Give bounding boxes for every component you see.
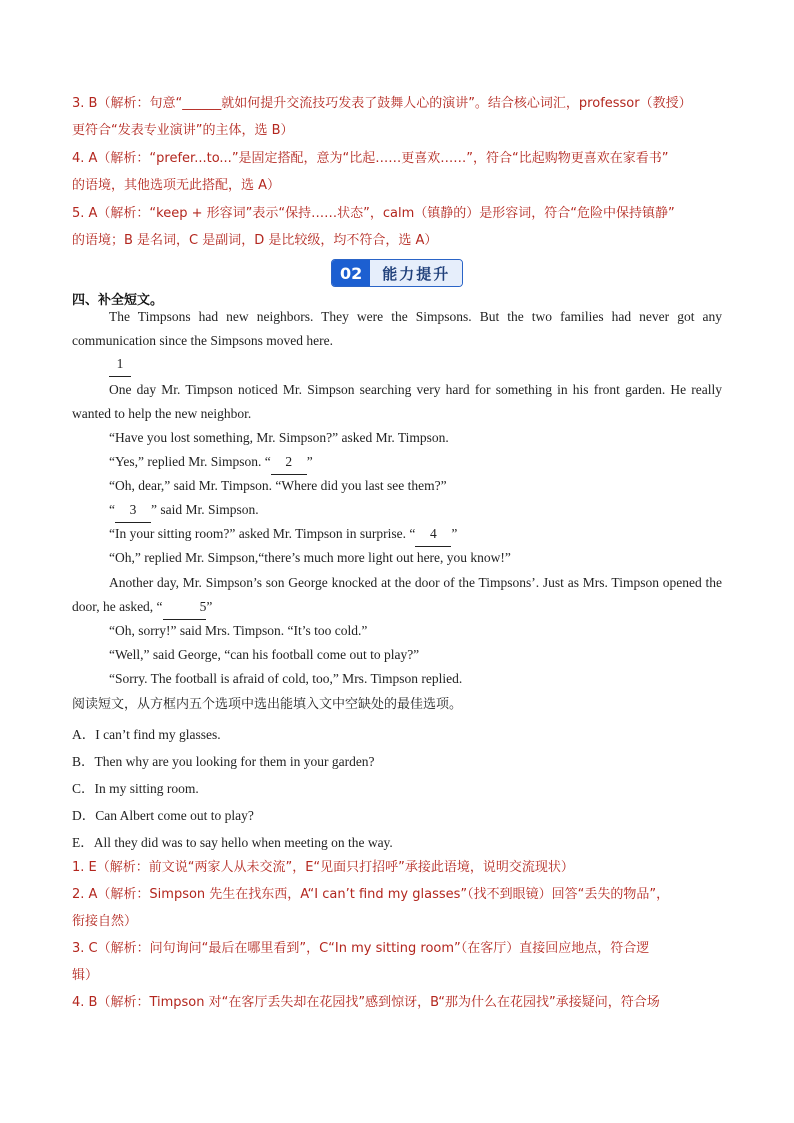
answer-b2-explanation — [72, 881, 732, 935]
answer-b3-line-1: 3. C（解析：问句询问“最后在哪里看到”，C“In my sitting room”（在客厅）直接回应地点，符合逻 — [72, 941, 650, 956]
section-badge — [331, 259, 463, 287]
passage-line-6: “Oh,” replied Mr. Simpson,“there’s much more light out here, you know!” — [109, 550, 511, 565]
option-c: C．In my sitting room. — [72, 781, 199, 796]
passage-line-9: “Sorry. The football is afraid of cold, too,” Mrs. Timpson replied. — [109, 671, 463, 686]
blank-4: 4 — [415, 522, 451, 547]
paragraph-3-post: ” — [206, 599, 213, 614]
blank-3: 3 — [115, 498, 151, 523]
blank-1: 1 — [109, 352, 131, 377]
answer-b3-line-2: 辑） — [72, 968, 99, 983]
option-d: D．Can Albert come out to play? — [72, 808, 254, 823]
passage-line-1: “Have you lost something, Mr. Simpson?” asked Mr. Timpson. — [109, 430, 449, 445]
blank-5: 5 — [163, 595, 207, 620]
line-4-pre: “ — [109, 502, 115, 517]
passage-paragraph-3 — [72, 571, 722, 620]
answer-4-line-2: 的语境，其他选项无此搭配，选 A） — [72, 178, 281, 193]
answer-5-line-1: 5. A（解析：“keep + 形容词”表示“保持……状态”，calm（镇静的）是形容词，符合“危险中保持镇静” — [72, 206, 675, 221]
option-e: E．All they did was to say hello when meeting on the way. — [72, 835, 393, 850]
answer-b2-line-1: 2. A（解析：Simpson 先生在找东西，A“I can’t find my glasses”（找不到眼镜）回答“丢失的物品”， — [72, 887, 670, 902]
passage-line-5 — [109, 522, 457, 547]
line-5-post: ” — [451, 526, 458, 541]
blank-2: 2 — [271, 450, 307, 475]
passage-line-7: “Oh, sorry!” said Mrs. Timpson. “It’s too cold.” — [109, 623, 368, 638]
passage-line-2 — [109, 450, 313, 475]
answer-4-line-1: 4. A（解析：“prefer...to...”是固定搭配，意为“比起……更喜欢……”，符合“比起购物更喜欢在家看书” — [72, 151, 669, 166]
line-4-post: ” said Mr. Simpson. — [151, 502, 259, 517]
exercise-heading: 四、补全短文。 — [72, 293, 164, 308]
section-number: 02 — [332, 260, 370, 286]
answer-b4-line-1: 4. B（解析：Timpson 对“在客厅丢失却在花园找”感到惊讶，B“那为什么在花园找”承接疑问，符合场 — [72, 995, 660, 1010]
answer-3-explanation — [72, 90, 732, 144]
answer-3-line-2: 更符合“发表专业演讲”的主体，选 B） — [72, 123, 294, 138]
section-title: 能力提升 — [370, 260, 462, 286]
passage-paragraph-2: One day Mr. Timpson noticed Mr. Simpson searching very hard for something in his front garden. He really wanted to help the new neighbor. — [72, 382, 722, 421]
answer-b4-explanation — [72, 989, 732, 1016]
passage-blank-1-line — [109, 352, 131, 377]
answer-b3-explanation — [72, 935, 732, 989]
line-2-post: ” — [306, 454, 313, 469]
answer-b1-line-1: 1. E（解析：前文说“两家人从未交流”，E“见面只打招呼”承接此语境，说明交流现状） — [72, 860, 574, 875]
line-2-pre: “Yes,” replied Mr. Simpson. “ — [109, 454, 271, 469]
passage-line-3: “Oh, dear,” said Mr. Timpson. “Where did you last see them?” — [109, 478, 447, 493]
answer-4-explanation — [72, 145, 732, 199]
passage-line-8: “Well,” said George, “can his football come out to play?” — [109, 647, 420, 662]
exercise-instruction: 阅读短文，从方框内五个选项中选出能填入文中空缺处的最佳选项。 — [72, 697, 463, 712]
line-5-pre: “In your sitting room?” asked Mr. Timpson in surprise. “ — [109, 526, 416, 541]
answer-5-line-2: 的语境；B 是名词，C 是副词，D 是比较级，均不符合，选 A） — [72, 233, 438, 248]
option-b: B．Then why are you looking for them in your garden? — [72, 754, 375, 769]
option-a: A．I can’t find my glasses. — [72, 727, 221, 742]
passage-line-4 — [109, 498, 259, 523]
answer-b1-explanation — [72, 854, 732, 881]
paragraph-3-pre: Another day, Mr. Simpson’s son George knocked at the door of the Timpsons’. Just as Mrs. Timpson opened the door, he asked, “ — [72, 575, 722, 614]
answer-3-line-1: 3. B（解析：句意“______就如何提升交流技巧发表了鼓舞人心的演讲”。结合核心词汇，professor（教授） — [72, 96, 692, 111]
passage-paragraph-1: The Timpsons had new neighbors. They were the Simpsons. But the two families had never got any communication since the Simpsons moved here. — [72, 309, 722, 348]
answer-b2-line-2: 衔接自然） — [72, 914, 138, 929]
answer-5-explanation — [72, 200, 732, 254]
